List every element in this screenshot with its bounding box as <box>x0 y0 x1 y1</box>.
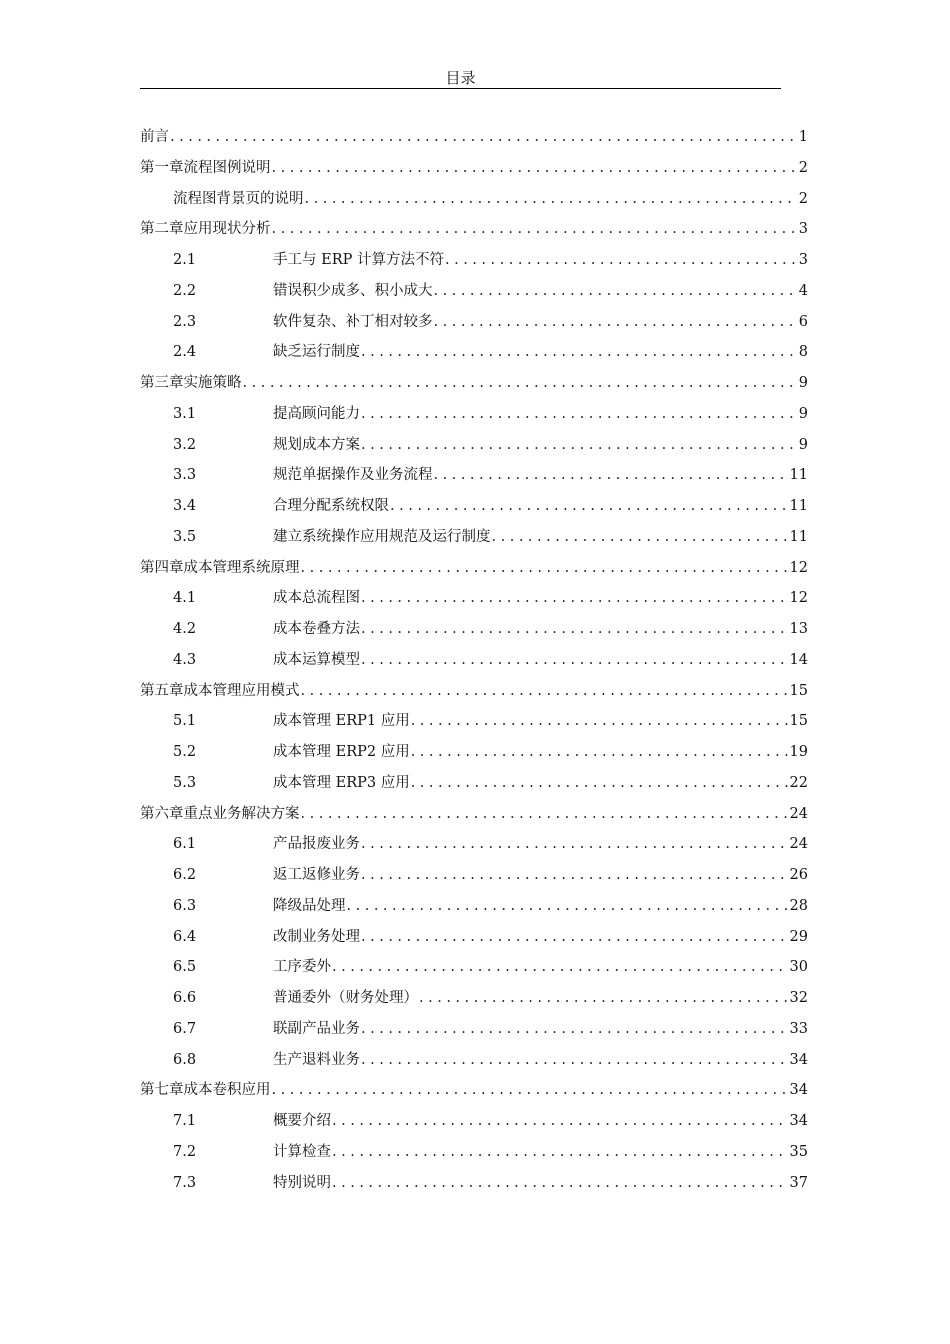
toc-section-number: 7.3 <box>173 1174 197 1191</box>
toc-section-entry[interactable] <box>173 460 808 484</box>
toc-section-entry[interactable] <box>173 1137 808 1161</box>
toc-page-number: 11 <box>789 467 808 484</box>
toc-section-number: 6.4 <box>173 928 197 945</box>
toc-entry-title: 降级品处理 <box>273 897 346 914</box>
toc-dot-leader <box>361 1020 788 1038</box>
toc-entry-title: 特别说明 <box>273 1174 331 1191</box>
toc-section-entry[interactable] <box>173 583 808 607</box>
toc-dot-leader <box>361 343 797 361</box>
toc-section-entry[interactable] <box>173 891 808 915</box>
toc-entry-title: 工序委外 <box>273 959 331 976</box>
toc-section-entry[interactable] <box>173 307 808 331</box>
toc-page-number: 37 <box>789 1174 808 1191</box>
toc-page-number: 6 <box>798 313 808 330</box>
toc-entry-title: 计算检查 <box>273 1143 331 1160</box>
toc-section-number: 5.1 <box>173 713 197 730</box>
toc-entry-title: 手工与 ERP 计算方法不符 <box>273 252 444 268</box>
toc-entry-title: 错误积少成多、积小成大 <box>273 282 433 299</box>
toc-section-number: 3.2 <box>173 436 197 453</box>
toc-section-entry[interactable] <box>173 614 808 638</box>
toc-section-entry[interactable] <box>173 706 808 730</box>
toc-dot-leader <box>361 620 788 638</box>
toc-dot-leader <box>361 928 788 946</box>
toc-dot-leader <box>361 1051 788 1069</box>
toc-section-entry[interactable] <box>173 860 808 884</box>
toc-section-number: 3.4 <box>173 498 197 514</box>
toc-chapter-entry[interactable] <box>140 1075 808 1099</box>
toc-dot-leader <box>445 251 797 269</box>
toc-page-number: 29 <box>789 928 808 945</box>
toc-section-entry[interactable] <box>173 768 808 792</box>
toc-page-number: 32 <box>789 990 808 1006</box>
toc-dot-leader <box>434 313 797 331</box>
toc-section-entry[interactable] <box>173 337 808 361</box>
toc-entry-title: 重点业务解决方案 <box>183 805 300 822</box>
toc-page-number: 22 <box>789 774 808 791</box>
toc-section-number: 3.1 <box>173 405 197 422</box>
toc-section-entry[interactable] <box>173 952 808 976</box>
toc-dot-leader <box>411 743 788 761</box>
toc-section-entry[interactable] <box>173 1014 808 1038</box>
toc-page-number: 15 <box>789 713 808 730</box>
toc-section-number: 6.8 <box>173 1051 197 1068</box>
toc-dot-leader <box>332 1112 788 1130</box>
toc-dot-leader <box>332 958 788 976</box>
toc-chapter-label: 第六章 <box>140 805 184 822</box>
toc-dot-leader <box>361 835 788 853</box>
toc-section-entry[interactable] <box>173 276 808 300</box>
toc-section-entry[interactable] <box>173 491 808 515</box>
toc-chapter-label: 第七章 <box>140 1082 184 1099</box>
toc-section-number: 7.2 <box>173 1143 197 1160</box>
toc-entry-title: 合理分配系统权限 <box>273 498 389 514</box>
toc-section-entry[interactable] <box>173 399 808 423</box>
toc-chapter-label: 第一章 <box>140 159 184 176</box>
toc-page-number: 34 <box>789 1051 808 1068</box>
toc-page-number: 12 <box>789 590 808 607</box>
toc-section-number: 6.1 <box>173 836 197 853</box>
toc-dot-leader <box>361 651 788 669</box>
toc-section-entry[interactable] <box>173 645 808 669</box>
toc-page-number: 2 <box>798 159 808 176</box>
toc-entry-title: 成本运算模型 <box>273 651 360 668</box>
toc-entry-title: 提高顾问能力 <box>273 405 360 422</box>
toc-dot-leader <box>170 128 797 146</box>
toc-entry-title: 普通委外（财务处理） <box>273 990 418 1006</box>
toc-dot-leader <box>347 897 788 915</box>
toc-dot-leader <box>492 528 788 546</box>
toc-dot-leader <box>332 1143 788 1161</box>
toc-page-number: 9 <box>798 375 808 391</box>
toc-chapter-entry[interactable] <box>140 553 808 577</box>
toc-section-number: 2.4 <box>173 344 197 361</box>
toc-dot-leader <box>419 989 788 1007</box>
toc-entry-title: 成本管理 ERP1 应用 <box>273 713 410 730</box>
toc-page-number: 34 <box>789 1113 808 1129</box>
toc-chapter-label: 第五章 <box>140 682 184 699</box>
toc-dot-leader <box>361 589 788 607</box>
toc-section-entry[interactable] <box>173 430 808 454</box>
toc-chapter-label: 第二章 <box>140 221 184 238</box>
toc-entry-title: 成本管理应用模式 <box>183 682 300 699</box>
toc-page-number: 12 <box>789 559 808 576</box>
toc-section-entry[interactable] <box>173 245 808 269</box>
toc-dot-leader <box>361 436 797 454</box>
toc-page-number: 11 <box>789 528 808 545</box>
toc-chapter-entry[interactable] <box>140 799 808 823</box>
toc-page-number: 1 <box>798 129 808 145</box>
toc-dot-leader <box>434 282 797 300</box>
toc-entry-title: 成本管理系统原理 <box>183 559 300 576</box>
toc-page-number: 35 <box>789 1143 808 1160</box>
toc-section-entry[interactable] <box>173 1106 808 1130</box>
toc-section-number: 4.3 <box>173 651 197 668</box>
toc-page-number: 3 <box>798 252 808 268</box>
toc-entry-title: 规范单据操作及业务流程 <box>273 467 433 484</box>
toc-section-number: 6.5 <box>173 959 197 976</box>
toc-dot-leader <box>390 497 788 515</box>
toc-dot-leader <box>411 712 788 730</box>
toc-chapter-entry[interactable] <box>140 214 808 238</box>
header-divider <box>140 88 781 89</box>
toc-dot-leader <box>272 1081 788 1099</box>
toc-page-number: 30 <box>789 959 808 976</box>
toc-entry-title: 联副产品业务 <box>273 1020 360 1037</box>
toc-section-entry[interactable] <box>173 829 808 853</box>
toc-dot-leader <box>434 466 788 484</box>
toc-page-number: 26 <box>789 867 808 883</box>
toc-entry-title: 成本卷积应用 <box>183 1082 271 1099</box>
toc-chapter-entry[interactable] <box>140 676 808 700</box>
toc-dot-leader <box>301 805 788 823</box>
toc-entry-title: 概要介绍 <box>273 1113 331 1129</box>
toc-dot-leader <box>272 220 797 238</box>
toc-section-number: 3.5 <box>173 528 197 545</box>
toc-chapter-label: 第三章 <box>140 375 184 391</box>
toc-page-number: 19 <box>789 744 808 760</box>
toc-section-number: 5.2 <box>173 744 197 760</box>
toc-page-number: 9 <box>798 436 808 453</box>
toc-entry-title: 应用现状分析 <box>183 221 271 238</box>
toc-section-number: 4.2 <box>173 621 197 637</box>
toc-section-number: 4.1 <box>173 590 197 607</box>
toc-page-number: 4 <box>798 282 808 299</box>
toc-entry-title: 生产退料业务 <box>273 1051 360 1068</box>
toc-dot-leader <box>272 159 797 177</box>
toc-dot-leader <box>361 866 788 884</box>
toc-page-number: 15 <box>789 682 808 699</box>
toc-section-number: 7.1 <box>173 1113 197 1129</box>
toc-entry-title: 成本总流程图 <box>273 590 360 607</box>
toc-section-number: 6.2 <box>173 867 197 883</box>
toc-dot-leader <box>301 682 788 700</box>
toc-entry-title: 流程图例说明 <box>183 159 271 176</box>
toc-chapter-entry[interactable] <box>140 153 808 177</box>
toc-section-entry[interactable] <box>173 184 808 208</box>
toc-dot-leader <box>243 374 797 392</box>
toc-page-number: 9 <box>798 405 808 422</box>
toc-section-entry[interactable] <box>173 1168 808 1192</box>
toc-section-entry[interactable] <box>173 737 808 761</box>
toc-page-number: 34 <box>789 1082 808 1099</box>
toc-page-number: 3 <box>798 221 808 238</box>
toc-section-number: 2.2 <box>173 282 197 299</box>
toc-section-entry[interactable] <box>173 922 808 946</box>
toc-entry-title: 规划成本方案 <box>273 436 360 453</box>
toc-page-number: 33 <box>789 1020 808 1037</box>
toc-section-entry[interactable] <box>173 522 808 546</box>
toc-dot-leader <box>361 405 797 423</box>
toc-page-number: 24 <box>789 836 808 853</box>
page-title: 目录 <box>445 69 476 87</box>
toc-chapter-entry[interactable] <box>140 368 808 392</box>
toc-page-number: 14 <box>789 651 808 668</box>
toc-entry-title: 成本管理 ERP3 应用 <box>273 774 410 791</box>
toc-entry-title: 流程图背景页的说明 <box>173 190 304 207</box>
toc-entry-title: 建立系统操作应用规范及运行制度 <box>273 528 491 545</box>
toc-page-number: 28 <box>789 897 808 914</box>
toc-section-entry[interactable] <box>173 983 808 1007</box>
toc-chapter-label: 第四章 <box>140 559 184 576</box>
toc-page-number: 13 <box>789 621 808 637</box>
toc-entry-title: 产品报废业务 <box>273 836 360 853</box>
toc-entry-title: 软件复杂、补丁相对较多 <box>273 313 433 330</box>
toc-page-number: 11 <box>789 498 808 514</box>
toc-dot-leader <box>301 559 788 577</box>
toc-section-number: 5.3 <box>173 774 197 791</box>
toc-entry-title: 缺乏运行制度 <box>273 344 360 361</box>
toc-section-number: 3.3 <box>173 467 197 484</box>
toc-chapter-entry[interactable] <box>140 122 808 146</box>
toc-page-number: 8 <box>798 344 808 361</box>
toc-section-number: 6.6 <box>173 990 197 1006</box>
toc-section-number: 2.1 <box>173 252 197 268</box>
toc-entry-title: 改制业务处理 <box>273 928 360 945</box>
toc-entry-title: 成本卷叠方法 <box>273 621 360 637</box>
toc-section-number: 2.3 <box>173 313 197 330</box>
toc-dot-leader <box>332 1174 788 1192</box>
toc-section-entry[interactable] <box>173 1045 808 1069</box>
toc-entry-title: 返工返修业务 <box>273 867 360 883</box>
toc-entry-title: 实施策略 <box>183 375 242 391</box>
toc-entry-title: 成本管理 ERP2 应用 <box>273 744 410 760</box>
toc-section-number: 6.3 <box>173 897 197 914</box>
toc-entry-title: 前言 <box>140 129 169 145</box>
toc-page-number: 24 <box>789 805 808 822</box>
toc-dot-leader <box>305 190 797 208</box>
toc-dot-leader <box>411 774 788 792</box>
toc-section-number: 6.7 <box>173 1020 197 1037</box>
toc-page-number: 2 <box>798 190 808 207</box>
